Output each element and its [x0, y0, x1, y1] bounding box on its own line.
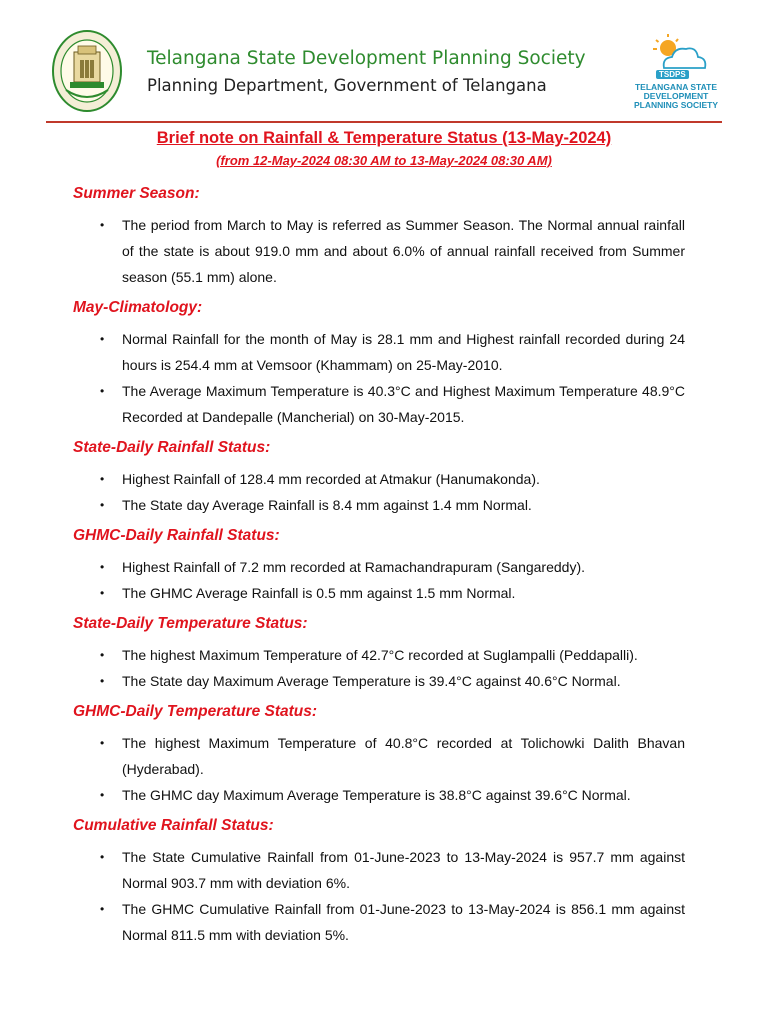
list-item [73, 492, 685, 518]
list-item-text: The GHMC Cumulative Rainfall from 01-June-2023 to 13-May-2024 is 856.1 mm against Normal 811.5 mm with deviation 5%. [122, 901, 685, 943]
list-item-text: The GHMC Average Rainfall is 0.5 mm against 1.5 mm Normal. [122, 585, 516, 601]
tsdps-logo [628, 30, 724, 116]
bullet-list [73, 554, 685, 606]
list-item-text: The State day Maximum Average Temperature is 39.4°C against 40.6°C Normal. [122, 673, 621, 689]
telangana-emblem-icon [52, 30, 122, 112]
bullet-icon: • [100, 384, 105, 398]
list-item-text: Highest Rainfall of 7.2 mm recorded at Ramachandrapuram (Sangareddy). [122, 559, 586, 575]
list-item-text: Highest Rainfall of 128.4 mm recorded at Atmakur (Hanumakonda). [122, 471, 540, 487]
bullet-list [73, 844, 685, 948]
bullet-icon: • [100, 850, 105, 864]
list-item [73, 466, 685, 492]
section-ghmc-daily-rainfall [73, 526, 685, 606]
bullet-list [73, 326, 685, 430]
list-item-text: The State day Average Rainfall is 8.4 mm against 1.4 mm Normal. [122, 497, 532, 513]
list-item-text: The highest Maximum Temperature of 42.7°C recorded at Suglampalli (Peddapalli). [122, 647, 638, 663]
section-summer-season [73, 184, 685, 290]
organization-title: Telangana State Development Planning Society [147, 48, 586, 69]
report-body [73, 184, 685, 956]
list-item [73, 668, 685, 694]
list-item [73, 782, 685, 808]
list-item [73, 730, 685, 782]
section-heading: GHMC-Daily Temperature Status: [73, 703, 318, 720]
section-heading: Summer Season: [73, 185, 200, 202]
list-item [73, 378, 685, 430]
list-item-text: Normal Rainfall for the month of May is 28.1 mm and Highest rainfall recorded during 24 hours is 254.4 mm at Vemsoor (Khammam) on 25-May-2010. [122, 331, 685, 373]
list-item [73, 212, 685, 290]
section-may-climatology [73, 298, 685, 430]
bullet-list [73, 466, 685, 518]
document-subtitle: (from 12-May-2024 08:30 AM to 13-May-2024 08:30 AM) [216, 153, 552, 168]
bullet-icon: • [100, 560, 105, 574]
bullet-icon: • [100, 472, 105, 486]
logo-abbreviation: TSDPS [656, 70, 689, 79]
section-heading: Cumulative Rainfall Status: [73, 817, 274, 834]
bullet-icon: • [100, 674, 105, 688]
list-item-text: The period from March to May is referred as Summer Season. The Normal annual rainfall of the state is about 919.0 mm and about 6.0% of annual rainfall received from Summer season (55.1 mm) alone. [122, 217, 685, 285]
list-item [73, 580, 685, 606]
list-item [73, 844, 685, 896]
bullet-icon: • [100, 498, 105, 512]
bullet-icon: • [100, 788, 105, 802]
bullet-list [73, 212, 685, 290]
bullet-icon: • [100, 586, 105, 600]
section-heading: GHMC-Daily Rainfall Status: [73, 527, 280, 544]
organization-subtitle: Planning Department, Government of Telangana [147, 76, 547, 95]
list-item [73, 326, 685, 378]
list-item [73, 896, 685, 948]
document-title: Brief note on Rainfall & Temperature Status (13-May-2024) [156, 129, 612, 147]
logo-name-line: TELANGANA STATE [634, 82, 717, 92]
list-item-text: The State Cumulative Rainfall from 01-June-2023 to 13-May-2024 is 957.7 mm against Normal 903.7 mm with deviation 6%. [122, 849, 685, 891]
bullet-icon: • [100, 332, 105, 346]
section-ghmc-daily-temperature [73, 702, 685, 808]
logo-name-line: DEVELOPMENT [643, 91, 709, 101]
section-heading: State-Daily Rainfall Status: [73, 439, 271, 456]
header-divider [46, 121, 722, 123]
bullet-icon: • [100, 902, 105, 916]
bullet-list [73, 642, 685, 694]
list-item [73, 554, 685, 580]
logo-name-line: PLANNING SOCIETY [633, 100, 719, 110]
section-heading: State-Daily Temperature Status: [73, 615, 308, 632]
list-item-text: The highest Maximum Temperature of 40.8°C recorded at Tolichowki Dalith Bhavan (Hyderabad). [122, 735, 685, 777]
section-cumulative-rainfall [73, 816, 685, 948]
logo-name [628, 83, 724, 110]
list-item-text: The GHMC day Maximum Average Temperature is 38.8°C against 39.6°C Normal. [122, 787, 631, 803]
bullet-list [73, 730, 685, 808]
section-heading: May-Climatology: [73, 299, 203, 316]
bullet-icon: • [100, 218, 105, 232]
document-header [0, 0, 768, 122]
list-item [73, 642, 685, 668]
section-state-daily-temperature [73, 614, 685, 694]
bullet-icon: • [100, 736, 105, 750]
section-state-daily-rainfall [73, 438, 685, 518]
bullet-icon: • [100, 648, 105, 662]
list-item-text: The Average Maximum Temperature is 40.3°C and Highest Maximum Temperature 48.9°C Recorded at Dandepalle (Mancherial) on 30-May-2015. [122, 383, 685, 425]
